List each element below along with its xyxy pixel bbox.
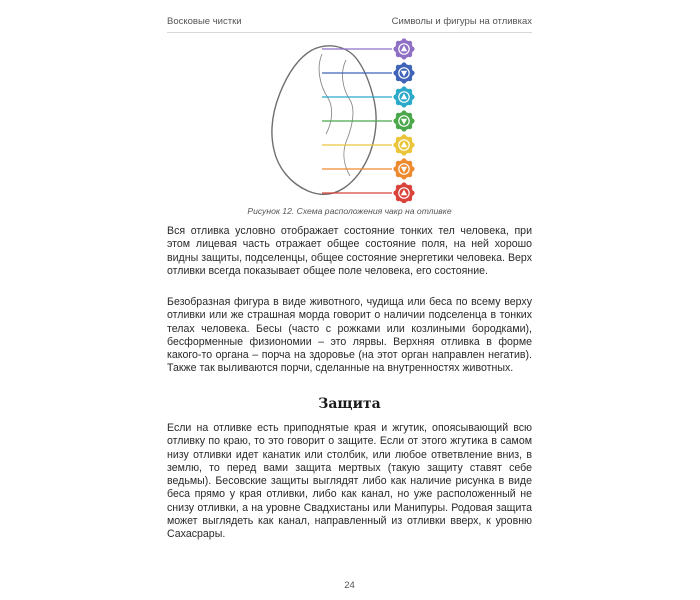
wax-casting-outline: [272, 46, 376, 195]
paragraph-text: Безобразная фигура в виде животного, чудища или беса по всему верху отливки или же страшная морда говорит о наличии подселенца в тонких телах человека. Бесы (часто с рожками или козлиными бородками), бесформенные физиономии – это лярвы. Верхняя отливка в форме какого-то органа – порча на здоровье (на этот орган направлен негатив). Также так выливаются порчи, сделанные на внутренностях животных.: [167, 296, 532, 375]
paragraph-text: Вся отливка условно отображает состояние тонких тел человека, при этом лицевая часть отражает общее состояние поля, на ней хорошо видны защиты, подселенцы, общее состояние энергетики человека. Верх отливки всегда показывает общее поле человека, его состояние.: [167, 225, 532, 277]
running-header: [167, 14, 532, 33]
header-chapter-title: Символы и фигуры на отливках: [391, 16, 532, 27]
vishuddha-chakra-icon: [393, 86, 414, 107]
chakra-figure: [260, 38, 430, 203]
wax-casting-inner-line-1: [319, 54, 332, 134]
paragraph-protection: [167, 422, 532, 542]
muladhara-chakra-icon: [393, 182, 414, 203]
svadhisthana-chakra-icon: [393, 158, 414, 179]
anahata-chakra-icon: [393, 110, 414, 131]
ajna-chakra-icon: [393, 62, 414, 83]
page-number: 24: [344, 580, 355, 591]
manipura-chakra-icon: [393, 134, 414, 155]
section-heading: Защита: [318, 396, 381, 412]
sahasrara-chakra-icon: [393, 38, 414, 59]
figure-caption: Рисунок 12. Схема расположения чакр на отливке: [247, 206, 452, 216]
wax-casting-inner-line-2: [343, 60, 353, 176]
paragraph-casting-overview: [167, 225, 532, 278]
paragraph-entities: [167, 296, 532, 376]
paragraph-text: Если на отливке есть приподнятые края и жгутик, опоясывающий всю отливку по краю, то это говорит о защите. Если от этого жгутика в самом низу отливки идет канатик или столбик, или любое ответвление вниз, в землю, то перед вами защита мертвых (такую защиту ставят себе ведьмы). Бесовские защиты выглядят либо как наличие рисунка в виде беса прямо у края отливки, либо как канал, но уже расположенный не снизу отливки, а на уровне Свадхистаны или Манипуры. Родовая защита может выглядеть как канал, направленный из отливки вверх, к уровню Сахасрары.: [167, 422, 532, 541]
wax-casting-illustration: [260, 38, 430, 203]
header-book-title: Восковые чистки: [167, 16, 242, 27]
